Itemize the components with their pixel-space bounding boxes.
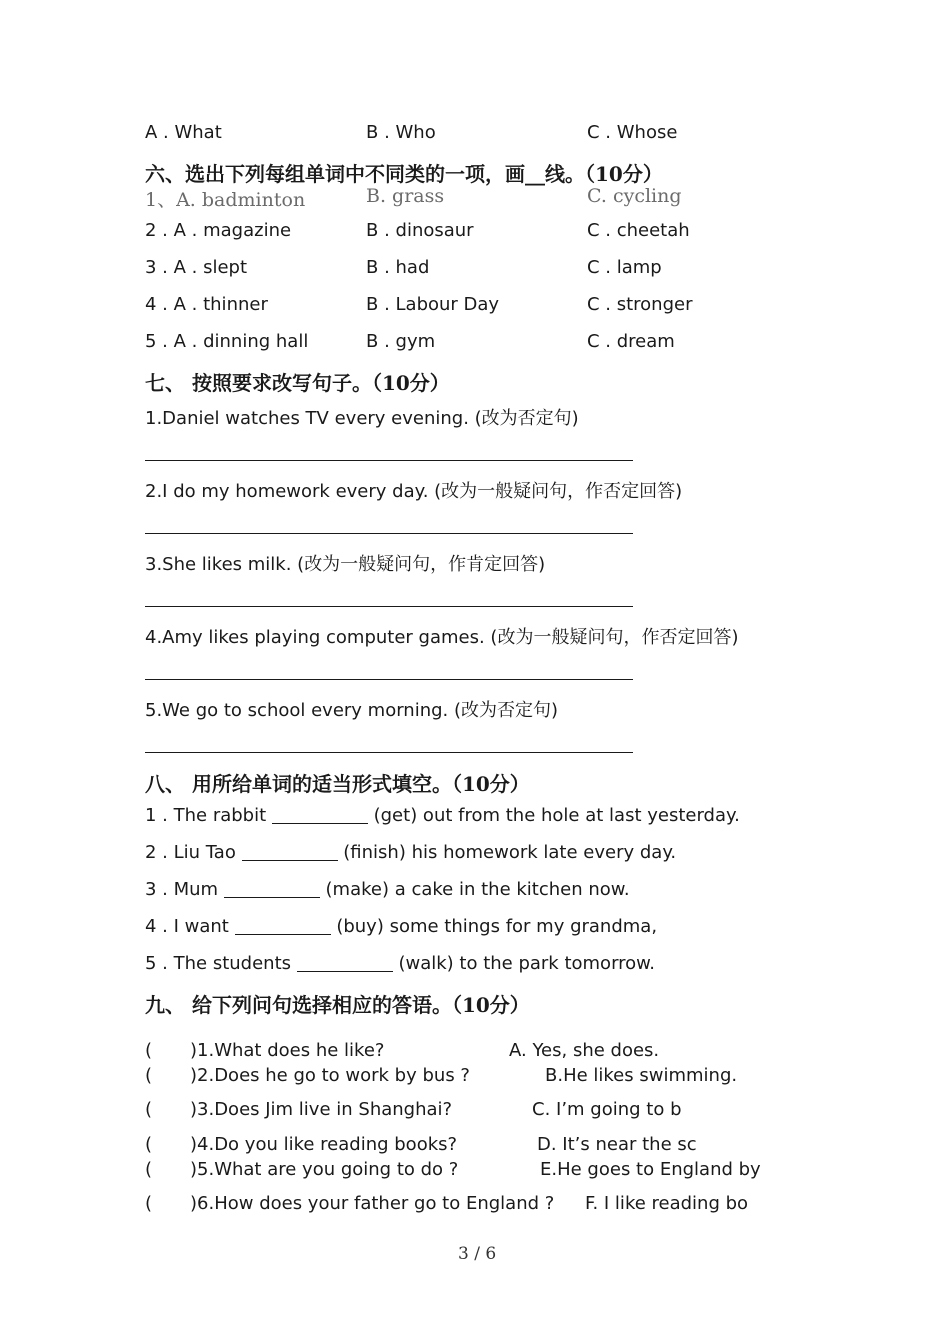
sec9-paren-1[interactable]: ( [145,1040,153,1061]
sec9-answer-d: D. It’s near the sc [537,1134,697,1155]
fill-blank-3[interactable] [224,879,320,898]
sec8-item-4-post: (buy) some things for my grandma, [330,916,658,937]
sec6-row5-b: B . gym [366,331,436,352]
sec9-question-3: )3.Does Jim live in Shanghai? [190,1099,453,1120]
sec9-question-4: )4.Do you like reading books? [190,1134,458,1155]
sec7-item-1: 1.Daniel watches TV every evening. (改为否定句) [145,408,579,429]
page-number: 3 / 6 [458,1244,497,1264]
sec6-row3-c: C . lamp [587,257,662,278]
sec6-row1-b: B. grass [366,185,445,207]
sec8-item-2-pre: 2 . Liu Tao [145,842,242,863]
sec9-paren-5[interactable]: ( [145,1159,153,1180]
sec7-item-4: 4.Amy likes playing computer games. (改为一般疑问句，作否定回答) [145,627,739,648]
sec8-item-3-post: (make) a cake in the kitchen now. [319,879,630,900]
fill-blank-1[interactable] [272,805,368,824]
sec7-item-3: 3.She likes milk. (改为一般疑问句，作肯定回答) [145,554,546,575]
sec8-item-1-pre: 1 . The rabbit [145,805,272,826]
answer-line-1[interactable] [145,460,633,461]
section-7-heading: 七、 按照要求改写句子。（10分） [145,371,450,395]
sec8-item-4-pre: 4 . I want [145,916,235,937]
answer-line-3[interactable] [145,606,633,607]
sec9-question-2: )2.Does he go to work by bus ? [190,1065,470,1086]
section-9-heading: 九、 给下列问句选择相应的答语。（10分） [145,993,530,1017]
sec6-row1-c: C. cycling [587,185,682,207]
sec9-question-1: )1.What does he like? [190,1040,385,1061]
sec7-item-2: 2.I do my homework every day. (改为一般疑问句，作否定回答) [145,481,683,502]
sec9-paren-6[interactable]: ( [145,1193,153,1214]
sec8-item-5-post: (walk) to the park tomorrow. [392,953,655,974]
sec9-question-6: )6.How does your father go to England ? [190,1193,555,1214]
sec9-question-5: )5.What are you going to do ? [190,1159,459,1180]
sec6-row4-a: 4 . A . thinner [145,294,268,315]
sec8-item-5-pre: 5 . The students [145,953,297,974]
sec9-answer-a: A. Yes, she does. [509,1040,660,1061]
sec6-row2-c: C . cheetah [587,220,690,241]
sec9-paren-3[interactable]: ( [145,1099,153,1120]
option-a: A . What [145,122,222,143]
sec8-item-1-post: (get) out from the hole at last yesterday. [367,805,740,826]
sec9-paren-2[interactable]: ( [145,1065,153,1086]
fill-blank-4[interactable] [235,916,331,935]
answer-line-5[interactable] [145,752,633,753]
sec6-row4-b: B . Labour Day [366,294,500,315]
sec6-row5-c: C . dream [587,331,675,352]
sec8-item-3-pre: 3 . Mum [145,879,224,900]
sec9-answer-c: C. I’m going to b [532,1099,682,1120]
option-c: C . Whose [587,122,678,143]
option-b: B . Who [366,122,436,143]
section-8-heading: 八、 用所给单词的适当形式填空。（10分） [145,772,530,796]
sec9-answer-e: E.He goes to England by [540,1159,761,1180]
section-6-heading: 六、选出下列每组单词中不同类的一项，画__线。（10分） [145,162,663,186]
sec9-answer-f: F. I like reading bo [585,1193,749,1214]
sec8-item-3 [145,879,630,900]
sec7-item-5: 5.We go to school every morning. (改为否定句) [145,700,559,721]
sec6-row5-a: 5 . A . dinning hall [145,331,309,352]
sec8-item-2 [145,842,676,863]
sec8-item-1 [145,805,740,826]
fill-blank-2[interactable] [242,842,338,861]
sec6-row2-b: B . dinosaur [366,220,474,241]
sec8-item-2-post: (finish) his homework late every day. [337,842,677,863]
sec6-row3-a: 3 . A . slept [145,257,248,278]
sec8-item-5 [145,953,655,974]
answer-line-2[interactable] [145,533,633,534]
answer-line-4[interactable] [145,679,633,680]
fill-blank-5[interactable] [297,953,393,972]
sec9-answer-b: B.He likes swimming. [545,1065,738,1086]
sec9-paren-4[interactable]: ( [145,1134,153,1155]
sec8-item-4 [145,916,657,937]
sec6-row1-a: 1、A. badminton [145,189,306,211]
sec6-row4-c: C . stronger [587,294,693,315]
sec6-row3-b: B . had [366,257,430,278]
sec6-row2-a: 2 . A . magazine [145,220,292,241]
